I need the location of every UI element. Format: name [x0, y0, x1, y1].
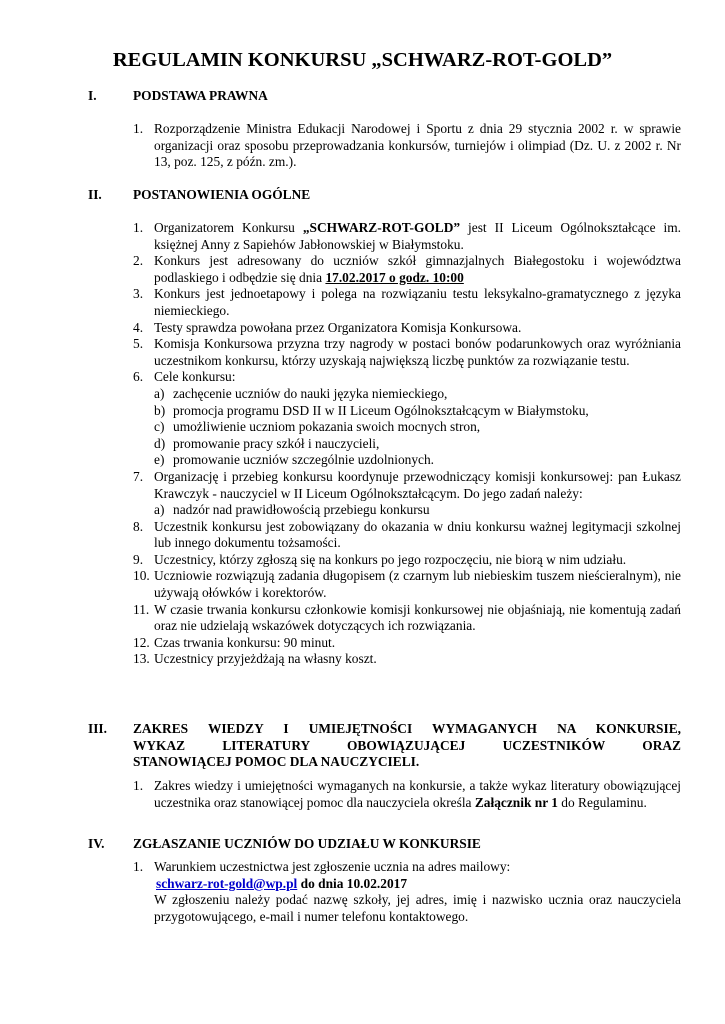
email-link[interactable]: schwarz-rot-gold@wp.pl	[156, 875, 298, 891]
sub-item-letter: e)	[154, 452, 165, 468]
item-number: 7.	[133, 468, 144, 484]
sub-item-letter: a)	[154, 502, 165, 518]
sub-item-letter: d)	[154, 435, 166, 451]
section-title-line: STANOWIĄCEJ POMOC DLA NAUCZYCIELI.	[133, 754, 420, 770]
list-item	[133, 552, 681, 569]
item-text: Rozporządzenie Ministra Edukacji Narodowej i Sportu z dnia 29 stycznia 2002 r. w sprawie organizacji oraz sposobu przeprowadzania konkursów, turniejów i olimpiad (Dz. U. z 2002 r. Nr 13, poz. 125, z późn. zm.).	[154, 121, 681, 170]
item-number: 10.	[133, 568, 150, 584]
section-list	[133, 220, 681, 668]
item-text: Warunkiem uczestnictwa jest zgłoszenie ucznia na adres mailowy:	[154, 859, 511, 874]
item-number: 13.	[133, 651, 150, 667]
item-text: Komisja Konkursowa przyzna trzy nagrody w postaci bonów podarunkowych oraz wyróżniania uczestnikom konkursu, którzy uzyskają największą liczbę punktów za rozwiązanie testu.	[154, 336, 681, 368]
item-text: Organizację i przebieg konkursu koordynuje przewodniczący komisji konkursowej: pan Łukasz Krawczyk - nauczyciel w II Liceum Ogólnokształcącym. Do jego zadań należy:	[154, 468, 681, 501]
sub-item-letter: a)	[154, 385, 165, 401]
sub-item	[154, 403, 681, 420]
section-number: I.	[88, 88, 97, 103]
item-text: Czas trwania konkursu: 90 minut.	[154, 634, 336, 650]
sub-item-text: nadzór nad prawidłowością przebiegu konkursu	[173, 502, 430, 518]
list-item	[133, 253, 681, 286]
item-number: 8.	[133, 518, 144, 534]
sub-item-text: umożliwienie uczniom pokazania swoich mocnych stron,	[173, 419, 481, 435]
item-text: W zgłoszeniu należy podać nazwę szkoły, jej adres, imię i nazwisko ucznia oraz nauczyciela przygotowującego, e-mail i numer telefonu kontaktowego.	[154, 892, 681, 924]
list-item	[133, 336, 681, 369]
item-number: 1.	[133, 778, 144, 793]
sub-item	[154, 502, 681, 519]
list-item	[133, 519, 681, 552]
sub-item-text: promowanie uczniów szczególnie uzdolnionych.	[173, 452, 435, 468]
item-number: 1.	[133, 859, 144, 874]
section-title: POSTANOWIENIA OGÓLNE	[133, 187, 311, 202]
item-number: 1.	[133, 220, 144, 235]
item-text: Uczestnicy przyjeżdżają na własny koszt.	[154, 651, 377, 667]
item-number: 9.	[133, 551, 144, 567]
email-line	[154, 876, 681, 893]
sub-item-text: zachęcenie uczniów do nauki języka niemieckiego,	[173, 385, 448, 401]
sub-item	[154, 436, 681, 453]
section-title-line: WYKAZ LITERATURY OBOWIĄZUJĄCEJ UCZESTNIKÓW ORAZ	[133, 737, 681, 753]
item-text: Konkurs jest jednoetapowy i polega na rozwiązaniu testu leksykalno-gramatycznego z języka niemieckiego.	[154, 286, 681, 318]
list-item	[133, 635, 681, 652]
list-item	[133, 369, 681, 469]
list-item	[133, 286, 681, 319]
attachment-ref: Załącznik nr 1	[474, 794, 558, 810]
item-text: Konkurs jest adresowany do uczniów szkół gimnazjalnych Białegostoku i województwa podlaskiego i odbędzie się dnia	[154, 253, 681, 285]
item-text: jest II Liceum Ogólnokształcące im. księżnej Anny z Sapiehów Jabłonowskiej w Białymstoku.	[154, 220, 681, 252]
sub-item	[154, 419, 681, 436]
item-number: 6.	[133, 369, 144, 385]
sub-item-letter: b)	[154, 402, 166, 418]
section-title	[133, 721, 681, 771]
item-text: Uczestnik konkursu jest zobowiązany do okazania w dniu konkursu ważnej legitymacji szkolnej lub innego dokumentu tożsamości.	[154, 518, 681, 551]
sub-item-text: promowanie pracy szkół i nauczycieli,	[173, 435, 380, 451]
item-number: 11.	[133, 601, 150, 617]
list-item	[133, 220, 681, 253]
item-text: Zakres wiedzy i umiejętności wymaganych na konkursie, a także wykaz literatury obowiązującej uczestnika oraz stanowiącej pomoc dla nauczyciela określa	[154, 778, 681, 810]
item-text: W czasie trwania konkursu członkowie komisji konkursowej nie objaśniają, nie komentują zadań oraz nie udzielają wskazówek dotyczących ich rozwiązania.	[154, 601, 681, 634]
item-number: 12.	[133, 634, 150, 650]
section-number: III.	[88, 721, 107, 736]
deadline: do dnia 10.02.2017	[297, 875, 408, 891]
section-number: IV.	[88, 836, 105, 851]
sub-item	[154, 386, 681, 403]
item-number: 4.	[133, 319, 144, 335]
list-item	[133, 121, 681, 171]
list-item	[133, 859, 681, 925]
list-item	[133, 651, 681, 668]
item-text: do Regulaminu.	[557, 794, 647, 810]
section-list	[133, 778, 681, 811]
list-item	[133, 778, 681, 811]
section-list	[133, 859, 681, 925]
item-text: Uczestnicy, którzy zgłoszą się na konkurs po jego rozpoczęciu, nie biorą w nim udziału.	[154, 551, 627, 567]
list-item	[133, 568, 681, 601]
item-text: Testy sprawdza powołana przez Organizatora Komisja Konkursowa.	[154, 319, 522, 335]
item-text: Cele konkursu:	[154, 369, 236, 385]
item-number: 5.	[133, 336, 144, 352]
section-title: PODSTAWA PRAWNA	[133, 88, 268, 103]
sub-item-text: promocja programu DSD II w II Liceum Ogólnokształcącym w Białymstoku,	[173, 402, 589, 418]
list-item	[133, 602, 681, 635]
section-title-line: ZAKRES WIEDZY I UMIEJĘTNOŚCI WYMAGANYCH NA KONKURSIE,	[133, 721, 681, 736]
section-list	[133, 121, 681, 171]
document-title: REGULAMIN KONKURSU „SCHWARZ-ROT-GOLD”	[112, 49, 613, 71]
item-number: 1.	[133, 121, 144, 136]
sub-item-letter: c)	[154, 419, 165, 435]
item-number: 3.	[133, 286, 144, 302]
list-item	[133, 320, 681, 337]
section-number: II.	[88, 187, 102, 202]
contest-date: 17.02.2017 o godz. 10:00	[325, 269, 464, 285]
item-text: Uczniowie rozwiązują zadania długopisem (z czarnym lub niebieskim tuszem nieścieralnym), nie używają ołówków i korektorów.	[154, 568, 681, 601]
sub-item	[154, 452, 681, 469]
list-item	[133, 469, 681, 519]
section-title: ZGŁASZANIE UCZNIÓW DO UDZIAŁU W KONKURSIE	[133, 836, 481, 851]
contest-name: „SCHWARZ-ROT-GOLD”	[302, 220, 461, 235]
item-text: Organizatorem Konkursu	[154, 220, 303, 235]
item-number: 2.	[133, 253, 144, 269]
